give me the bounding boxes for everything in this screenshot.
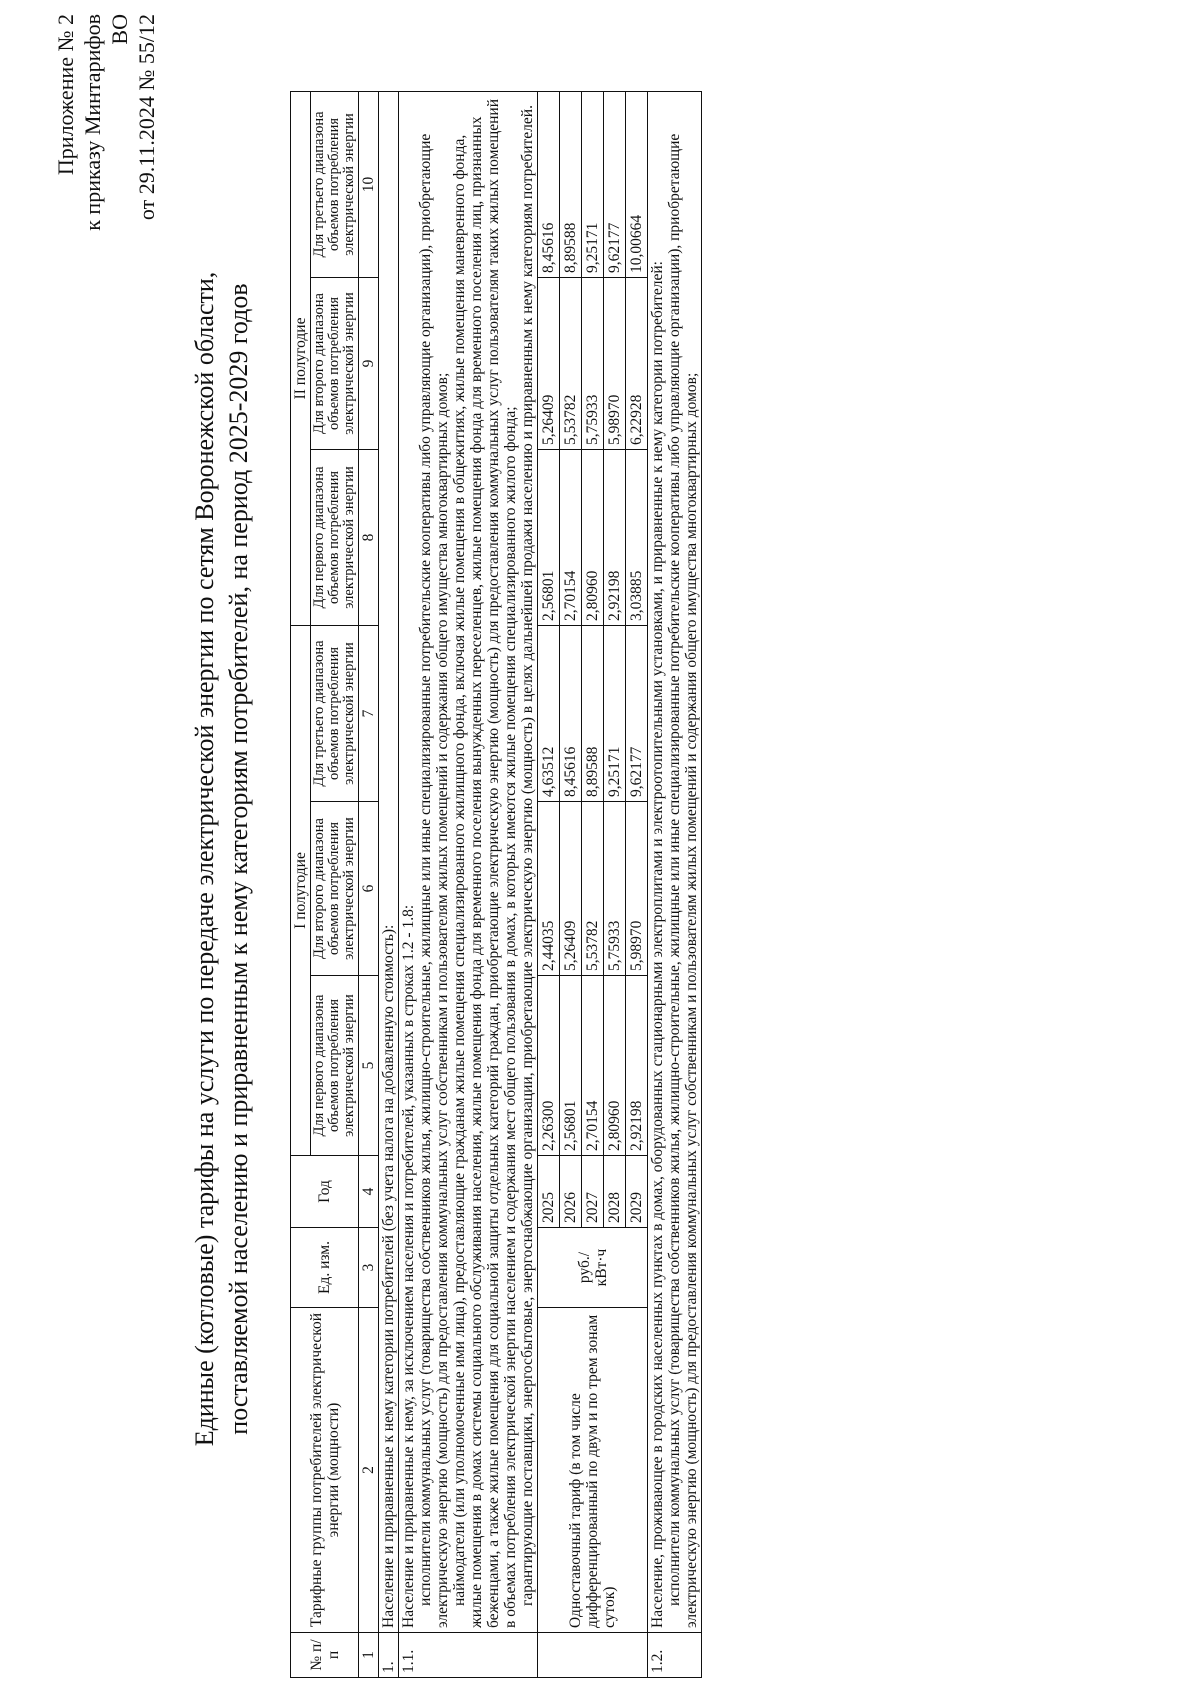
section-1-1-para-1: Население и приравненные к нему, за исключением населения и потребителей, указанных в строках 1.2 - 1.8: [400,904,417,1628]
section-1-1-para-2: исполнители коммунальных услуг (товарищества собственников жилья, жилищно-строительные, жилищные или иные специализированные потребительские кооперативы либо управляющие организации), приобретающие электрическую энергию (мощность) для предоставления коммунальных услуг собственникам и пользователям жилых помещений и содержания общего имущества многоквартирных домов; [417,133,451,1628]
section-1-row [379,91,399,1677]
order-reference: к приказу Минтарифов ВО [80,14,132,231]
value-cell: 9,62177 [626,625,648,801]
value-cell: 2,44035 [538,802,560,976]
value-cell: 2,92198 [626,976,648,1156]
value-cell: 5,53782 [582,802,604,976]
row-number: 1.1. [399,1633,538,1678]
tariff-unit: руб./ кВт·ч [538,1228,648,1308]
column-number: 8 [359,449,379,625]
value-cell: 2,80960 [604,976,626,1156]
value-cell: 4,63512 [538,625,560,801]
section-1-1-para-3: наймодатели (или уполномоченные ими лица), предоставляющие гражданам жилые помещения специализированного жилищного фонда, включая жилые помещения в общежитиях, жилые помещения маневренного фонда, жилые помещения в домах системы социального обслуживания населения, жилые помещения фонда для временного поселения вынужденных переселенцев, жилые помещения фонда для временного поселения лиц, признанных беженцами, а также жилые помещения для социальной защиты отдельных категорий граждан, приобретающие электрическую энергию (мощность) для предоставления коммунальных услуг пользователям таких жилых помещений в объемах потребления электрической энергии населением и содержания мест общего пользования в домах, в которых имеются жилые помещения специализированного жилого фонда; [451,99,519,1628]
value-cell: 5,75933 [604,802,626,976]
column-number: 5 [359,976,379,1156]
row-number-empty [538,1633,648,1678]
year-cell: 2026 [560,1156,582,1228]
value-cell: 5,53782 [560,277,582,449]
value-cell: 8,45616 [538,91,560,277]
header-half-2: II полугодие [291,91,311,625]
header-h1-range-2: Для второго диапазона объемов потребления электрической энергии [311,802,359,976]
value-cell: 2,56801 [560,976,582,1156]
row-number: 1. [379,1633,399,1678]
header-year: Год [291,1156,359,1228]
value-cell: 2,70154 [582,976,604,1156]
column-number: 9 [359,277,379,449]
title-line-2: поставляемой населению и приравненным к нему категориям потребителей, на период 2025-2029 годов [224,283,253,1435]
tariff-row-2025 [538,91,560,1677]
header-h1-range-3: Для третьего диапазона объемов потребления электрической энергии [311,625,359,801]
column-number: 7 [359,625,379,801]
column-number: 2 [359,1308,379,1633]
column-number: 3 [359,1228,379,1308]
column-number: 6 [359,802,379,976]
tariff-label: Одноставочный тариф (в том числе дифференцированный по двум и по трем зонам суток) [538,1308,648,1633]
header-num: № п/п [291,1633,359,1678]
header-h2-range-2: Для второго диапазона объемов потребления электрической энергии [311,277,359,449]
value-cell: 6,22928 [626,277,648,449]
section-1-2-para-2: исполнители коммунальных услуг (товарищества собственников жилья, жилищно-строительные, жилищные или иные специализированные потребительские кооперативы либо управляющие организации), приобретающие электрическую энергию (мощность) для предоставления коммунальных услуг собственникам и пользователям жилых помещений и содержания общего имущества многоквартирных домов; [666,133,700,1628]
tariff-table [290,91,702,1678]
section-1-text: Население и приравненные к нему категории потребителей (без учета налога на добавленную стоимость): [379,91,399,1632]
appendix-header [52,14,160,234]
value-cell: 2,56801 [538,449,560,625]
value-cell: 3,03885 [626,449,648,625]
header-h1-range-1: Для первого диапазона объемов потребления электрической энергии [311,976,359,1156]
header-group: Тарифные группы потребителей электрической энергии (мощности) [291,1308,359,1633]
header-h2-range-1: Для первого диапазона объемов потребления электрической энергии [311,449,359,625]
section-1-1-para-4: гарантирующие поставщики, энергосбытовые, энергоснабжающие организации, приобретающие электрическую энергию (мощность) в целях дальнейшей продажи населению и приравненным к нему категориям потребителей. [519,105,536,1606]
value-cell: 5,26409 [538,277,560,449]
year-cell: 2025 [538,1156,560,1228]
value-cell: 5,98970 [626,802,648,976]
value-cell: 8,89588 [582,625,604,801]
column-number-row [359,91,379,1677]
section-1-2-text [648,91,702,1632]
value-cell: 2,26300 [538,976,560,1156]
section-1-2-para-1: Население, проживающее в городских населенных пунктах в домах, оборудованных стационарными электроплитами и электроотопительными установками, и приравненные к нему категории потребителей: [649,261,666,1628]
table-header-row-1 [291,91,311,1677]
value-cell: 2,92198 [604,449,626,625]
section-1-1-row [399,91,538,1677]
value-cell: 2,70154 [560,449,582,625]
title-line-1: Единые (котловые) тарифы на услуги по передаче электрической энергии по сетям Воронежской области, [190,271,219,1447]
order-date: от 29.11.2024 № 55/12 [134,14,159,221]
column-number: 1 [359,1633,379,1678]
section-1-1-text [399,91,538,1632]
value-cell: 8,45616 [560,625,582,801]
column-number: 10 [359,91,379,277]
value-cell: 9,25171 [604,625,626,801]
value-cell: 8,89588 [560,91,582,277]
value-cell: 5,98970 [604,277,626,449]
value-cell: 10,00664 [626,91,648,277]
appendix-number: Приложение № 2 [53,14,78,176]
value-cell: 9,62177 [604,91,626,277]
year-cell: 2028 [604,1156,626,1228]
year-cell: 2029 [626,1156,648,1228]
column-number: 4 [359,1156,379,1228]
header-h2-range-3: Для третьего диапазона объемов потребления электрической энергии [311,91,359,277]
section-1-2-row [648,91,702,1677]
value-cell: 9,25171 [582,91,604,277]
value-cell: 2,80960 [582,449,604,625]
value-cell: 5,26409 [560,802,582,976]
value-cell: 5,75933 [582,277,604,449]
year-cell: 2027 [582,1156,604,1228]
row-number: 1.2. [648,1633,702,1678]
header-unit: Ед. изм. [291,1228,359,1308]
document-title [188,74,256,1644]
header-half-1: I полугодие [291,625,311,1155]
